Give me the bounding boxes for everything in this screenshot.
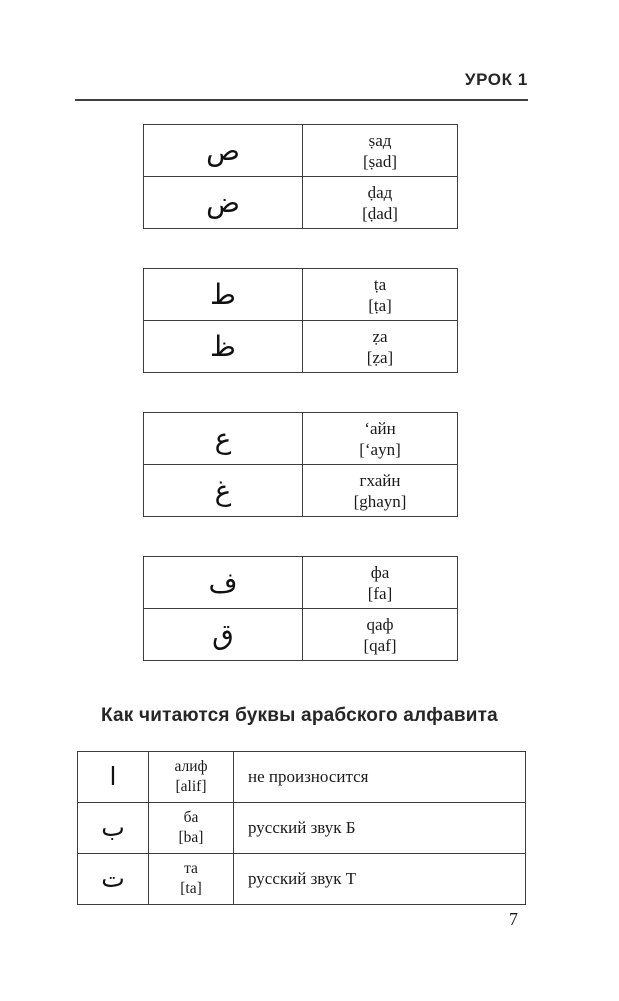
arabic-letter-cell xyxy=(144,413,303,465)
letter-transcription: [ṣad] xyxy=(363,151,397,171)
page-number: 7 xyxy=(509,909,518,929)
header-rule xyxy=(75,99,528,101)
table-row xyxy=(144,125,458,177)
pronunciation-text: русский звук Б xyxy=(248,818,356,837)
letter-name: ẓа xyxy=(372,326,388,346)
letter-name-cell xyxy=(149,854,234,905)
letter-name-cell xyxy=(303,269,458,321)
table-row xyxy=(144,413,458,465)
letter-transcription: [‘ayn] xyxy=(359,439,401,459)
pronunciation-text: не произносится xyxy=(248,767,369,786)
letter-table-ta-za xyxy=(143,268,458,373)
letter-transcription: [ghayn] xyxy=(353,491,407,511)
table-row xyxy=(144,177,458,229)
letter-name-cell xyxy=(303,465,458,517)
letter-transcription: [ba] xyxy=(178,829,204,846)
pronunciation-cell xyxy=(234,752,526,803)
letter-transcription: [ḍad] xyxy=(362,203,398,223)
pronunciation-cell xyxy=(234,803,526,854)
letter-transcription: [alif] xyxy=(175,778,207,795)
reading-table xyxy=(77,751,526,905)
arabic-letter: ص xyxy=(206,133,240,167)
arabic-letter: ت xyxy=(101,864,125,893)
letter-name-cell xyxy=(303,321,458,373)
section-heading: Как читаются буквы арабского алфавита xyxy=(101,705,498,726)
arabic-letter-cell xyxy=(144,269,303,321)
arabic-letter-cell xyxy=(144,609,303,661)
letter-name-cell xyxy=(303,413,458,465)
pronunciation-cell xyxy=(234,854,526,905)
letter-name-cell xyxy=(303,609,458,661)
letter-name-cell xyxy=(303,177,458,229)
letter-name: алиф xyxy=(174,758,208,775)
letter-transcription: [ta] xyxy=(180,880,202,897)
letter-name: ‘айн xyxy=(364,418,396,438)
letter-transcription: [qaf] xyxy=(363,635,397,655)
arabic-letter-cell xyxy=(144,125,303,177)
arabic-letter: ض xyxy=(206,185,240,219)
letter-name: фа xyxy=(370,562,390,582)
table-row xyxy=(144,609,458,661)
arabic-letter-cell xyxy=(78,854,149,905)
letter-name-cell xyxy=(303,125,458,177)
letter-name: ба xyxy=(183,809,199,826)
pronunciation-text: русский звук Т xyxy=(248,869,357,888)
arabic-letter-cell xyxy=(144,557,303,609)
table-row xyxy=(144,269,458,321)
arabic-letter-cell xyxy=(78,803,149,854)
letter-table-ayn-ghayn xyxy=(143,412,458,517)
arabic-letter-cell xyxy=(144,177,303,229)
arabic-letter: ا xyxy=(109,762,117,791)
arabic-letter: غ xyxy=(214,473,232,507)
arabic-letter: ظ xyxy=(210,329,236,363)
letter-name: ṭа xyxy=(373,274,387,294)
letter-transcription: [ẓa] xyxy=(366,347,394,367)
letter-name: ṣад xyxy=(368,130,392,150)
table-row xyxy=(78,803,526,854)
letter-transcription: [ṭa] xyxy=(368,295,392,315)
arabic-letter: ق xyxy=(212,617,234,651)
letter-table-fa-qaf xyxy=(143,556,458,661)
letter-name: гхайн xyxy=(359,470,401,490)
table-row xyxy=(78,854,526,905)
letter-name: qаф xyxy=(366,614,394,634)
table-row xyxy=(78,752,526,803)
letter-transcription: [fa] xyxy=(367,583,393,603)
letter-name: ḍад xyxy=(367,182,393,202)
arabic-letter-cell xyxy=(144,321,303,373)
table-row xyxy=(144,557,458,609)
table-row xyxy=(144,465,458,517)
arabic-letter: ب xyxy=(101,813,125,842)
letter-name: та xyxy=(184,860,198,877)
arabic-letter: ف xyxy=(208,565,238,599)
arabic-letter-cell xyxy=(78,752,149,803)
arabic-letter: ط xyxy=(210,277,236,311)
arabic-letter: ع xyxy=(214,421,232,455)
letter-name-cell xyxy=(303,557,458,609)
letter-table-sad-dad xyxy=(143,124,458,229)
letter-name-cell xyxy=(149,752,234,803)
lesson-header: УРОК 1 xyxy=(464,70,528,89)
letter-name-cell xyxy=(149,803,234,854)
table-row xyxy=(144,321,458,373)
arabic-letter-cell xyxy=(144,465,303,517)
